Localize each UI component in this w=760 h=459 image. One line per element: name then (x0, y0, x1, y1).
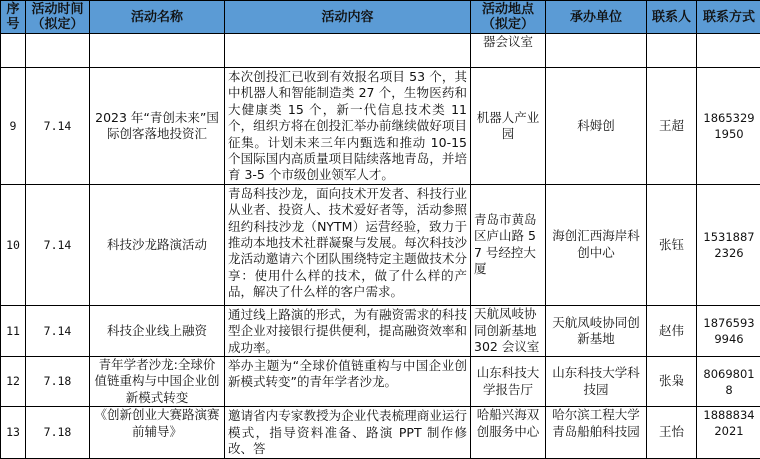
cell-name: 科技企业线上融资 (90, 305, 225, 356)
table-row (1, 184, 760, 305)
table-row (1, 305, 760, 356)
cell-contact (647, 34, 697, 68)
cell-seq: 9 (1, 68, 26, 185)
cell-organizer (546, 34, 647, 68)
cell-place: 青岛市黄岛区庐山路 57 号经控大厦 (471, 184, 546, 305)
cell-place: 哈船兴海双创服务中心 (471, 407, 546, 458)
header-contact: 联系人 (647, 1, 697, 34)
cell-phone: 18653291950 (697, 68, 760, 185)
cell-phone: 15318872326 (697, 184, 760, 305)
header-name: 活动名称 (90, 1, 225, 34)
cell-name (90, 34, 225, 68)
cell-contact: 张枭 (647, 357, 697, 407)
cell-date: 7.18 (26, 407, 90, 458)
cell-place: 器会议室 (471, 34, 546, 68)
cell-name: 《创新创业大赛路演赛前辅导》 (90, 407, 225, 458)
cell-date (26, 34, 90, 68)
cell-content: 邀请省内专家教授为企业代表梳理商业运行模式，指导资料准备、路演 PPT 制作修改、答 (225, 407, 471, 458)
cell-place: 山东科技大学报告厅 (471, 357, 546, 407)
cell-phone: 80698018 (697, 357, 760, 407)
cell-date: 7.18 (26, 357, 90, 407)
table-row (1, 68, 760, 185)
header-date: 活动时间（拟定） (26, 1, 90, 34)
cell-name: 2023 年“青创未来”国际创客落地投资汇 (90, 68, 225, 185)
cell-date: 7.14 (26, 305, 90, 356)
header-content: 活动内容 (225, 1, 471, 34)
table-row (1, 357, 760, 407)
header-seq: 序号 (1, 1, 26, 34)
cell-seq: 12 (1, 357, 26, 407)
cell-organizer: 山东科技大学科技园 (546, 357, 647, 407)
cell-phone (697, 34, 760, 68)
cell-seq: 13 (1, 407, 26, 458)
cell-place: 天航凤岐协同创新基地 302 会议室 (471, 305, 546, 356)
cell-content: 本次创投汇已收到有效报名项目 53 个，其中机器人和智能制造类 27 个，生物医药和大健康类 15 个，新一代信息技术类 11 个，组织方将在创投汇举办前继续做好项目征集。计划未来三年内甄选和推动 10-15 个国际国内高质量项目陆续落地青岛，并培育 3-5 个市级创业领军人才。 (225, 68, 471, 185)
cell-content: 举办主题为“全球价值链重构与中国企业创新模式转变”的青年学者沙龙。 (225, 357, 471, 407)
cell-seq (1, 34, 26, 68)
cell-contact: 张钰 (647, 184, 697, 305)
cell-organizer: 科姆创 (546, 68, 647, 185)
cell-phone: 18765939946 (697, 305, 760, 356)
cell-content: 通过线上路演的形式，为有融资需求的科技型企业对接银行提供便利，提高融资效率和成功率。 (225, 305, 471, 356)
cell-seq: 10 (1, 184, 26, 305)
cell-content (225, 34, 471, 68)
cell-organizer: 海创汇西海岸科创中心 (546, 184, 647, 305)
cell-name: 青年学者沙龙:全球价值链重构与中国企业创新模式转变 (90, 357, 225, 407)
cell-contact: 赵伟 (647, 305, 697, 356)
cell-contact: 王怡 (647, 407, 697, 458)
cell-organizer: 天航凤岐协同创新基地 (546, 305, 647, 356)
header-organizer: 承办单位 (546, 1, 647, 34)
cell-seq: 11 (1, 305, 26, 356)
header-row (1, 1, 760, 34)
cell-phone: 18888342021 (697, 407, 760, 458)
table-row (1, 407, 760, 458)
cell-date: 7.14 (26, 184, 90, 305)
cell-place: 机器人产业园 (471, 68, 546, 185)
cell-contact: 王超 (647, 68, 697, 185)
header-place: 活动地点（拟定） (471, 1, 546, 34)
cell-name: 科技沙龙路演活动 (90, 184, 225, 305)
cell-content: 青岛科技沙龙，面向技术开发者、科技行业从业者、投资人、技术爱好者等，活动参照纽约科技沙龙（NYTM）运营经验，致力于推动本地技术社群凝聚与发展。每次科技沙龙活动邀请六个团队围绕特定主题做技术分享：使用什么样的技术，做了什么样的产品，解决了什么样的客户需求。 (225, 184, 471, 305)
header-phone: 联系方式 (697, 1, 760, 34)
table-row-partial (1, 34, 760, 68)
cell-organizer: 哈尔滨工程大学青岛船舶科技园 (546, 407, 647, 458)
cell-date: 7.14 (26, 68, 90, 185)
